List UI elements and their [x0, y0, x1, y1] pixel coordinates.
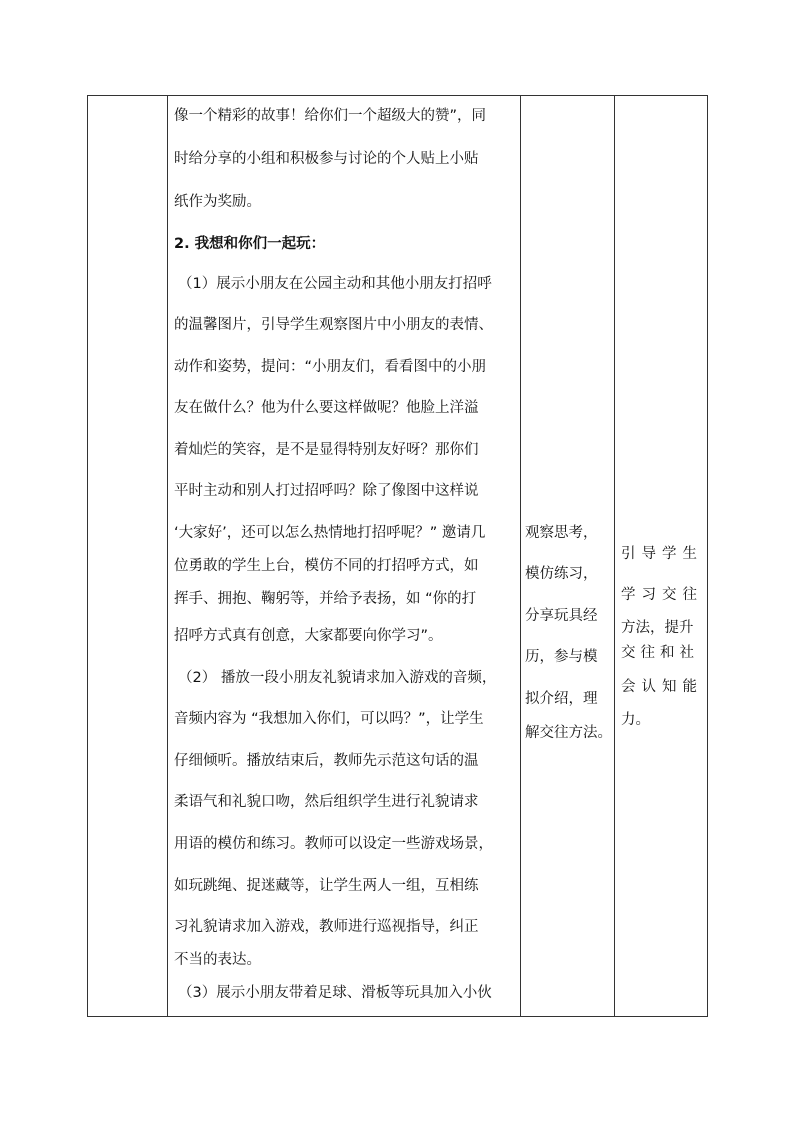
text-line: 用语的模仿和练习。教师可以设定一些游戏场景， — [174, 836, 493, 852]
text-line: 动作和姿势，提问：“小朋友们，看看图中的小朋 — [174, 359, 487, 375]
text-line: （2） 播放一段小朋友礼貌请求加入游戏的音频， — [178, 670, 497, 686]
text-line: 不当的表达。 — [174, 952, 261, 968]
text-line: 分享玩具经 — [525, 608, 598, 624]
blank-cell — [88, 96, 168, 1017]
text-line: 学习交往 — [621, 587, 703, 603]
text-line: 观察思考， — [525, 525, 598, 541]
text-line: 着灿烂的笑容，是不是显得特别友好呀？那你们 — [174, 442, 479, 458]
text-line: 仔细倾听。播放结束后，教师先示范这句话的温 — [174, 753, 479, 769]
text-line: 位勇敢的学生上台，模仿不同的打招呼方式，如 — [174, 558, 479, 574]
text-line: ‘大家好’，还可以怎么热情地打招呼呢？” 邀请几 — [174, 525, 486, 541]
text-line: 解交往方法。 — [525, 725, 612, 741]
text-line: 方法，提升 — [621, 620, 694, 636]
text-line: 引导学生 — [621, 546, 703, 562]
text-line: 模仿练习， — [525, 566, 598, 582]
text-line: 柔语气和礼貌口吻，然后组织学生进行礼貌请求 — [174, 794, 479, 810]
text-line: 招呼方式真有创意，大家都要向你学习”。 — [174, 628, 443, 644]
text-line: 纸作为奖励。 — [174, 194, 261, 210]
text-line: 挥手、拥抱、鞠躬等，并给予表扬，如 “你的打 — [174, 591, 477, 607]
text-line: （3）展示小朋友带着足球、滑板等玩具加入小伙 — [178, 985, 492, 1001]
text-line: 如玩跳绳、捉迷藏等，让学生两人一组，互相练 — [174, 878, 479, 894]
text-line: 2. 我想和你们一起玩： — [174, 236, 326, 252]
text-line: 会认知能 — [621, 679, 703, 695]
text-line: 像一个精彩的故事！给你们一个超级大的赞”，同 — [174, 108, 487, 124]
text-line: 交往和社 — [621, 645, 699, 661]
text-line: 拟介绍，理 — [525, 691, 598, 707]
text-line: 友在做什么？他为什么要这样做呢？他脸上洋溢 — [174, 400, 479, 416]
text-line: 时给分享的小组和积极参与讨论的个人贴上小贴 — [174, 151, 479, 167]
text-line: 平时主动和别人打过招呼吗？除了像图中这样说 — [174, 483, 479, 499]
text-line: （1）展示小朋友在公园主动和其他小朋友打招呼 — [178, 276, 492, 292]
text-line: 的温馨图片，引导学生观察图片中小朋友的表情、 — [174, 317, 493, 333]
text-line: 力。 — [621, 712, 650, 728]
text-line: 音频内容为 “我想加入你们，可以吗？”，让学生 — [174, 711, 484, 727]
text-line: 历，参与模 — [525, 649, 598, 665]
text-line: 习礼貌请求加入游戏，教师进行巡视指导，纠正 — [174, 919, 479, 935]
student-activity-cell — [521, 96, 615, 1017]
